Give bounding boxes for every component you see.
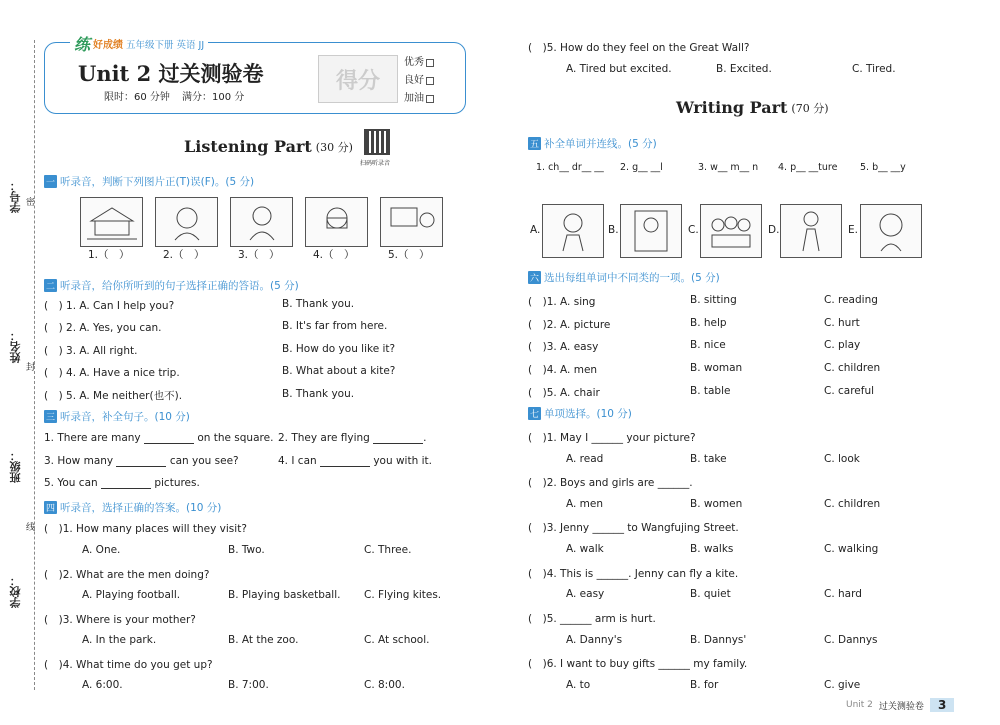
list-item: ( )1. A. sing [528,296,596,308]
picture-photographer [305,197,368,247]
option-c: C. 8:00. [364,679,405,691]
section-3-heading: 三 听录音，补全句子。(10 分) [46,411,190,423]
question: ( )1. How many places will they visit? [44,523,247,535]
option-c: C. look [824,453,860,465]
section-4-list [44,521,464,693]
question: ( )4. This is ______. Jenny can fly a kite. [528,568,739,580]
seal-mark: 密 [26,198,36,208]
option-b: B. Playing basketball. [228,589,341,601]
picture-portrait [620,204,682,258]
option-a: A. In the park. [82,634,157,646]
option-a: A. read [566,453,604,465]
seal-mark: 封 [26,363,36,373]
seal-mark: 线 [26,523,36,533]
fill-sentence: 2. They are flying . [278,432,427,444]
option-b: B. Excited. [716,63,772,75]
match-label: B. [608,224,619,236]
picture-group [700,204,762,258]
option-b: B. At the zoo. [228,634,299,646]
list-item: ( )4. A. men [528,364,598,376]
option-a: A. 6:00. [82,679,123,691]
list-item: ( ) 4. A. Have a nice trip. [44,367,180,379]
qr-code[interactable] [364,129,390,155]
score-label: 得分 [335,67,380,94]
option-b: B. women [690,498,743,510]
option-c: C. Three. [364,544,412,556]
fill-sentence: 1. There are many on the square. [44,432,274,444]
option-a: A. Danny's [566,634,623,646]
option-c: C. children [824,498,881,510]
section-4-heading: 四 听录音，选择正确的答案。(10 分) [46,502,222,514]
word-blank[interactable]: 1. ch__ dr__ __ [536,162,604,173]
picture-boy [230,197,293,247]
picture-computer [380,197,443,247]
section-6-heading: 六 选出每组单词中不同类的一项。(5 分) [530,272,720,284]
page-footer [846,698,954,712]
full-score: 满分：100 分 [182,92,245,103]
list-item: ( ) 5. A. Me neither(也不). [44,390,183,402]
page-title: Unit 2 过关测验卷 [78,61,264,86]
word-blank[interactable]: 2. g__ __l [620,162,663,173]
fill-blank[interactable] [144,434,194,444]
match-label: E. [848,224,858,236]
writing-title: Writing Part (70 分) [676,98,829,117]
qr-label: 扫码听录音 [360,160,391,167]
brand [70,32,208,55]
section-1-heading: 一 听录音，判断下列图片正(T)误(F)。(5 分) [46,176,255,188]
option-c: C. walking [824,543,879,555]
fill-sentence: 5. You can pictures. [44,477,200,489]
question: ( )1. May I ______ your picture? [528,432,696,444]
question: ( )6. I want to buy gifts ______ my family. [528,658,748,670]
picture-baby [860,204,922,258]
brand-info: 五年级下册 英语 JJ [126,39,205,51]
question: ( )3. Where is your mother? [44,614,196,626]
name-label: 姓名： [9,330,22,363]
option-a: A. Playing football. [82,589,181,601]
option-b: B. 7:00. [228,679,269,691]
footer-title: 过关测验卷 [878,701,924,712]
grade-options [404,54,434,108]
option-c: C. Flying kites. [364,589,442,601]
fill-blank[interactable] [373,434,423,444]
word-blank[interactable]: 5. b__ __y [860,162,906,173]
class-label: 班级： [9,450,22,483]
grade-good[interactable]: 良好 [404,72,434,90]
option-a: A. to [566,679,591,691]
option-b: B. for [690,679,719,691]
answer-blank[interactable]: 5.（ ） [388,248,430,261]
option-a: A. walk [566,543,604,555]
brand-logo: 练 [74,35,91,54]
grade-excellent[interactable]: 优秀 [404,54,434,72]
footer-unit: Unit 2 [846,700,873,710]
option-a: A. easy [566,588,605,600]
word-blank[interactable]: 3. w__ m__ n [698,162,759,173]
listening-title: Listening Part (30 分) [184,137,353,156]
section-2-heading: 二 听录音，给你所听到的句子选择正确的答语。(5 分) [46,280,299,292]
fill-blank[interactable] [320,457,370,467]
fill-sentence: 4. I can you with it. [278,455,432,467]
question: ( )2. What are the men doing? [44,569,210,581]
option-c: C. At school. [364,634,430,646]
fill-blank[interactable] [116,457,166,467]
option-c: C. Tired. [852,63,896,75]
option-a: A. One. [82,544,121,556]
option-a: A. men [566,498,604,510]
question: ( )5. How do they feel on the Great Wall? [528,42,750,54]
answer-blank[interactable]: 2.（ ） [163,248,205,261]
match-label: A. [530,224,541,236]
option-a: A. Tired but excited. [566,63,672,75]
grade-try[interactable]: 加油 [404,90,434,108]
question: ( )4. What time do you get up? [44,659,213,671]
list-item: ( )3. A. easy [528,341,599,353]
list-item: ( )5. A. chair [528,387,600,399]
section-7-heading: 七 单项选择。(10 分) [530,408,632,420]
time-limit: 限时：60 分钟 [104,92,170,103]
fill-sentence: 3. How many can you see? [44,455,239,467]
list-item: ( ) 1. A. Can I help you? [44,300,175,312]
section-3-list [44,432,464,494]
right-column: ( )5. How do they feel on the Great Wall? A. Tired but excited. B. Excited. C. Tired. Writing Part (70 分) 五 补全单词并连线。(5 分) 1. ch__ dr__ __ 2. g__ __l 3. w__ m__ n 4. p__ __ture 5. b__ __y A. B. C. D. E. 六 选出每组单词中不同类的一项。(5 分) ( )1. A. sing B. sitting C. reading ( )2. A. picture B. help C. hurt ( )3. A. easy B. nice C. play ( )4. A. men B. woman C. children ( )5. A. chair B. table C. careful 七 单项选择。(10 分) ( )1. May I ______ your picture? A. read B. take C. look ( )2. Boys and girls are ______. A. men B. women C. children ( )3. Jenny ______ to Wangfujing Street. A. walk B. walks C. walking ( )4. This is ______. Jenny can fly a kite. A. easy B. quiet C. hard ( )5. ______ arm is hurt. A. Danny's B. Dannys' C. Dannys ( )6. I want to buy gifts ______ my family. A. to B. for C. give [528,40,968,700]
picture-child [542,204,604,258]
match-label: D. [768,224,780,236]
question: ( )2. Boys and girls are ______. [528,477,693,489]
picture-girl [155,197,218,247]
option-b: B. quiet [690,588,731,600]
answer-blank[interactable]: 3.（ ） [238,248,280,261]
section-2-list: ( ) 1. A. Can I help you? B. Thank you. ( ) 2. A. Yes, you can. B. It's far from here. ( ) 3. A. All right. B. How do you like it? ( ) 4. A. Have a nice trip. B. What about a kite? ( ) 5. A. Me neither(也不). B. Thank you. [44,298,396,402]
list-item: ( ) 2. A. Yes, you can. [44,322,162,334]
picture-palace [80,197,143,247]
option-b: B. walks [690,543,734,555]
option-c: C. hard [824,588,862,600]
option-c: C. give [824,679,861,691]
fill-blank[interactable] [101,479,151,489]
list-item: ( ) 3. A. All right. [44,345,138,357]
picture-woman [780,204,842,258]
option-c: C. Dannys [824,634,878,646]
section-5-heading: 五 补全单词并连线。(5 分) [530,138,657,150]
option-b: B. Dannys' [690,634,747,646]
school-label: 学校： [9,575,22,608]
list-item: ( )2. A. picture [528,319,611,331]
brand-name: 好成绩 [93,40,124,51]
match-label: C. [688,224,699,236]
question: ( )5. ______ arm is hurt. [528,613,656,625]
word-blank[interactable]: 4. p__ __ture [778,162,838,173]
question: ( )3. Jenny ______ to Wangfujing Street. [528,522,739,534]
student-no-label: 学号： [9,180,22,213]
score-box [318,55,398,103]
answer-blank[interactable]: 1.（ ） [88,248,130,261]
option-b: B. Two. [228,544,265,556]
answer-blank[interactable]: 4.（ ） [313,248,355,261]
page-number: 3 [930,698,954,712]
option-b: B. take [690,453,727,465]
